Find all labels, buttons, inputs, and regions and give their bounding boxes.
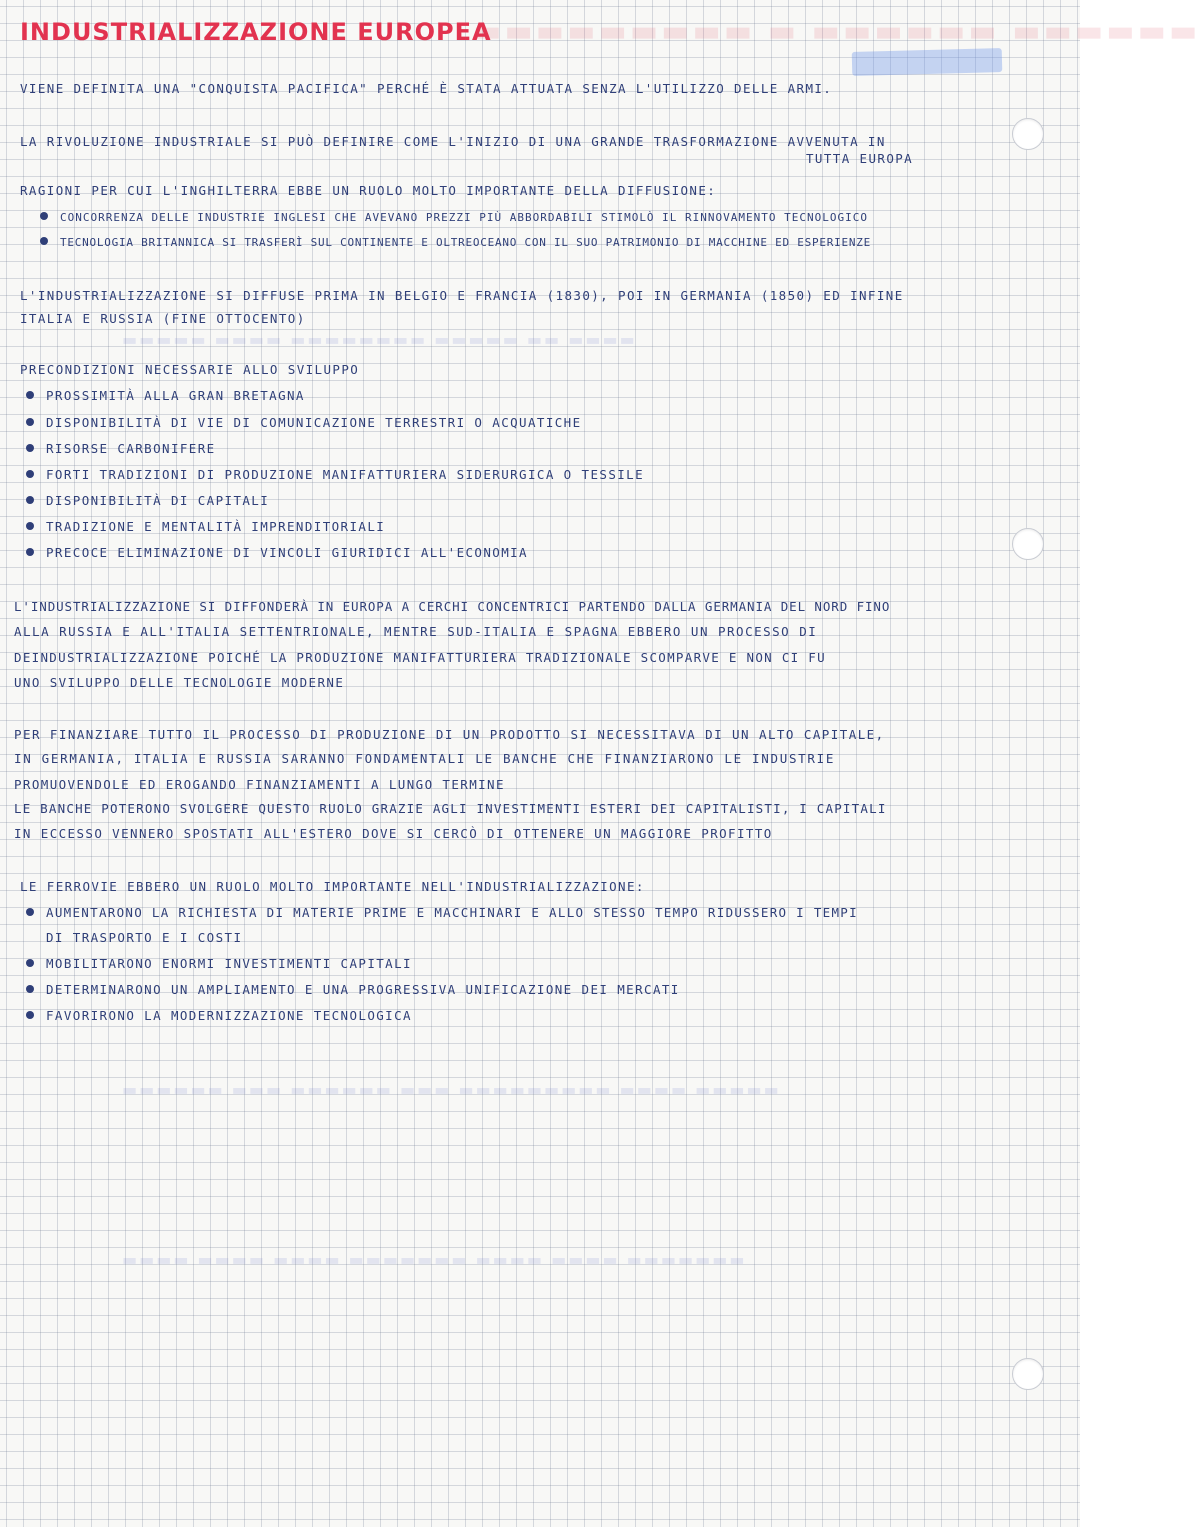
banks-paragraph-line: IN ECCESSO VENNERO SPOSTATI ALL'ESTERO DOVE SI CERCÒ DI OTTENERE UN MAGGIORE PROFITTO [14, 826, 773, 841]
bullet-icon [40, 237, 48, 245]
spread-paragraph-line: L'INDUSTRIALIZZAZIONE SI DIFFONDERÀ IN EUROPA A CERCHI CONCENTRICI PARTENDO DALLA GERMANIA DEL NORD FINO [14, 599, 891, 614]
highlight-stamp [852, 48, 1003, 76]
bleed-through-heading: ▬▬▬▬▬▬ ▬▬▬▬▬▬ ▬ ▬▬▬▬▬▬▬▬▬ [470, 14, 1197, 49]
bullet-icon [26, 548, 34, 556]
intro-line: VIENE DEFINITA UNA "CONQUISTA PACIFICA" PERCHÉ È STATA ATTUATA SENZA L'UTILIZZO DELLE ARMI. [20, 81, 833, 96]
spread-paragraph-line: UNO SVILUPPO DELLE TECNOLOGIE MODERNE [14, 675, 345, 690]
precondition-item: DISPONIBILITÀ DI CAPITALI [26, 495, 269, 508]
definition-line-cont: TUTTA EUROPA [806, 151, 914, 166]
bullet-icon [26, 418, 34, 426]
reason-item: CONCORRENZA DELLE INDUSTRIE INGLESI CHE AVEVANO PREZZI PIÙ ABBORDABILI STIMOLÒ IL RINNOVAMENTO TECNOLOGICO [40, 212, 868, 223]
bullet-icon [26, 444, 34, 452]
bleed-through-text: ▬▬▬▬▬▬▬ ▬▬▬▬ ▬▬▬▬ ▬▬▬▬▬▬▬ ▬▬▬▬ ▬▬▬▬ ▬▬▬▬ [120, 1250, 745, 1269]
railway-item: AUMENTARONO LA RICHIESTA DI MATERIE PRIME E MACCHINARI E ALLO STESSO TEMPO RIDUSSERO I TEMPI [26, 907, 858, 920]
bullet-icon [26, 1011, 34, 1019]
precondition-item: RISORSE CARBONIFERE [26, 443, 216, 456]
diffusion-line: L'INDUSTRIALIZZAZIONE SI DIFFUSE PRIMA IN BELGIO E FRANCIA (1830), POI IN GERMANIA (1850) ED INFINE [20, 288, 904, 303]
preconditions-heading: PRECONDIZIONI NECESSARIE ALLO SVILUPPO [20, 362, 360, 377]
bullet-icon [26, 959, 34, 967]
banks-paragraph-line: LE BANCHE POTERONO SVOLGERE QUESTO RUOLO GRAZIE AGLI INVESTIMENTI ESTERI DEI CAPITALISTI, I CAPITALI [14, 801, 887, 816]
precondition-item: TRADIZIONE E MENTALITÀ IMPRENDITORIALI [26, 521, 385, 534]
banks-paragraph-line: IN GERMANIA, ITALIA E RUSSIA SARANNO FONDAMENTALI LE BANCHE CHE FINANZIARONO LE INDUSTRIE [14, 751, 836, 766]
precondition-item: DISPONIBILITÀ DI VIE DI COMUNICAZIONE TERRESTRI O ACQUATICHE [26, 417, 582, 430]
precondition-item: FORTI TRADIZIONI DI PRODUZIONE MANIFATTURIERA SIDERURGICA O TESSILE [26, 469, 644, 482]
bullet-icon [40, 212, 48, 220]
banks-paragraph-line: PROMUOVENDOLE ED EROGANDO FINANZIAMENTI A LUNGO TERMINE [14, 777, 505, 792]
railway-item: MOBILITARONO ENORMI INVESTIMENTI CAPITALI [26, 958, 412, 971]
precondition-item: PROSSIMITÀ ALLA GRAN BRETAGNA [26, 390, 305, 403]
reasons-heading: RAGIONI PER CUI L'INGHILTERRA EBBE UN RUOLO MOLTO IMPORTANTE DELLA DIFFUSIONE: [20, 183, 717, 198]
railways-heading: LE FERROVIE EBBERO UN RUOLO MOLTO IMPORTANTE NELL'INDUSTRIALIZZAZIONE: [20, 879, 645, 894]
bullet-icon [26, 908, 34, 916]
spread-paragraph-line: ALLA RUSSIA E ALL'ITALIA SETTENTRIONALE, MENTRE SUD-ITALIA E SPAGNA EBBERO UN PROCESSO DI [14, 624, 818, 639]
bullet-icon [26, 522, 34, 530]
railway-item: DETERMINARONO UN AMPLIAMENTO E UNA PROGRESSIVA UNIFICAZIONE DEI MERCATI [26, 984, 680, 997]
railway-item: FAVORIRONO LA MODERNIZZAZIONE TECNOLOGICA [26, 1010, 412, 1023]
diffusion-line-cont: ITALIA E RUSSIA (FINE OTTOCENTO) [20, 311, 306, 326]
page-title: INDUSTRIALIZZAZIONE EUROPEA [20, 18, 492, 46]
definition-line: LA RIVOLUZIONE INDUSTRIALE SI PUÒ DEFINIRE COME L'INIZIO DI UNA GRANDE TRASFORMAZIONE AVVENUTA IN [20, 134, 886, 149]
railway-item-cont: DI TRASPORTO E I COSTI [46, 930, 243, 945]
binder-hole [1012, 118, 1044, 150]
bullet-icon [26, 496, 34, 504]
reason-item: TECNOLOGIA BRITANNICA SI TRASFERÌ SUL CONTINENTE E OLTREOCEANO CON IL SUO PATRIMONIO DI MACCHINE ED ESPERIENZE [40, 237, 871, 248]
bleed-through-text: ▬▬▬▬ ▬▬ ▬▬▬▬▬ ▬▬▬▬▬▬▬▬ ▬▬▬▬ ▬▬▬▬▬ [120, 330, 635, 349]
precondition-item: PRECOCE ELIMINAZIONE DI VINCOLI GIURIDICI ALL'ECONOMIA [26, 547, 528, 560]
bullet-icon [26, 391, 34, 399]
banks-paragraph-line: PER FINANZIARE TUTTO IL PROCESSO DI PRODUZIONE DI UN PRODOTTO SI NECESSITAVA DI UN ALTO CAPITALE, [14, 727, 885, 742]
spread-paragraph-line: DEINDUSTRIALIZZAZIONE POICHÉ LA PRODUZIONE MANIFATTURIERA TRADIZIONALE SCOMPARVE E NON CI FU [14, 650, 826, 665]
binder-hole [1012, 528, 1044, 560]
bullet-icon [26, 470, 34, 478]
bleed-through-text: ▬▬▬▬▬ ▬▬▬▬ ▬▬▬▬▬▬▬▬▬ ▬▬▬ ▬▬▬▬▬▬ ▬▬▬ ▬▬▬▬▬▬ [120, 1080, 779, 1099]
bullet-icon [26, 985, 34, 993]
binder-hole [1012, 1358, 1044, 1390]
